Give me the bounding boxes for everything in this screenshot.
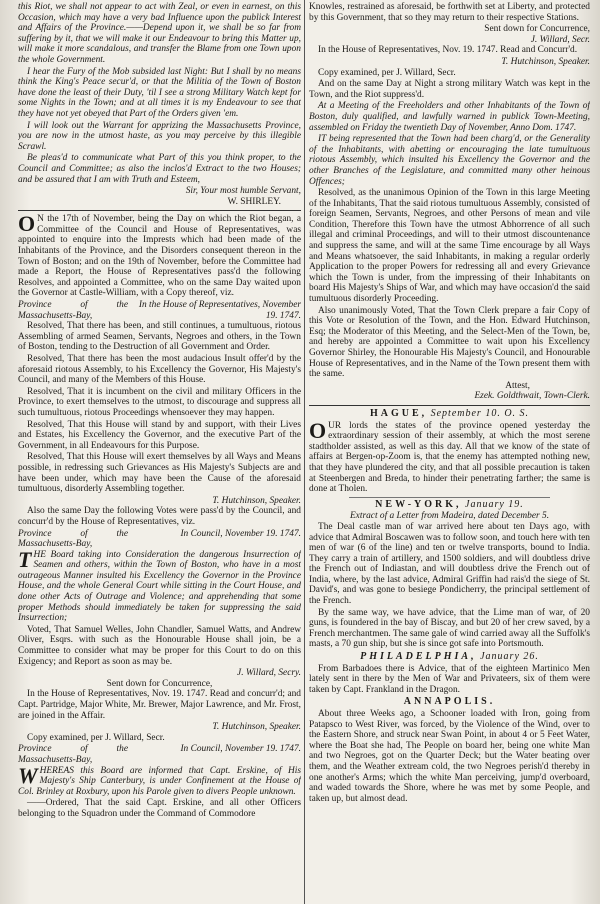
drop-cap: W [18, 762, 38, 788]
resolve: Resolved, That it is incumbent on the civil and military Officers in the Province, to exert themselves to the utmost, to discourage and suppress all such tumultuous, riotous Proceedings whensoever they may happen. [18, 386, 301, 418]
city-name: PHILADELPHIA, [360, 651, 477, 663]
dateline-date: January 26. [480, 651, 539, 663]
paragraph: IT being represented that the Town had been charg'd, or the Generality of the Inhabitants, with abetting or encouraging the late tumultuous riotous Assembly, which insulted his Excellency the Governor and the other Branches of the Legislature, and committed many other heinous Offences; [309, 134, 590, 187]
divider [349, 497, 550, 498]
paragraph: Voted, That Samuel Welles, John Chandler, Samuel Watts, and Andrew Oliver, Esqrs. with such as the Honourable House shall join, be a Committee to consider what may be proper for this Court to do on this Exigency; and Report as soon as may be. [18, 624, 301, 667]
paragraph: About three Weeks ago, a Schooner loaded with Iron, going from Patapsco to West River, was forced, by the Violence of the Wind, over to the Eastern Shore, and struck near Swan Point, in about 4 or 5 Feet Water, where the Boat she had, The People on board her, being one white Man and two Negroes, got on the Quarter Deck; but the Water beating over them, and the Weather extream cold, the two Negroes perish'd thereby in one another's Arms; which the white Man perceiving, jump'd overboard, and waded towards the Shore, where he was met by some People, and taken up, but almost dead. [309, 709, 590, 804]
drop-cap: O [309, 417, 327, 443]
paragraph: I hear the Fury of the Mob subsided last Night: But I shall by no means think the King's Peace secur'd, or that the Militia of the Town of Boston have done the least of their Duty, 'til I see a strong Military Watch kept for some Nights in the Town; and at all times it is my Endeavour to see that they have not yet obeyed that Part of the Orders given 'em. [18, 66, 301, 119]
council-label: In Council, November 19. 1747. [180, 744, 301, 755]
city-name: HAGUE, [369, 407, 428, 419]
province-label: Province of the Massachusetts-Bay, [18, 528, 128, 550]
signature-hutchinson: T. Hutchinson, Speaker. [212, 722, 301, 733]
paragraph: From Barbadoes there is Advice, that of the eighteen Martinico Men lately sent in there by the Men of War and Privateers, six of them were taken by Capt. Frankland in the Dragon. [309, 663, 590, 695]
province-label: Province of the Massachusetts-Bay, [18, 744, 128, 765]
province-label: Province of the Massachusetts-Bay, [18, 300, 128, 321]
council-label: In Council, November 19. 1747. [180, 528, 301, 539]
paragraph [309, 417, 590, 495]
signature-willard: J. Willard, Secry. [237, 668, 301, 679]
paragraph: Resolved, as the unanimous Opinion of the Town in this large Meeting of the Inhabitants, That the said riotous tumultuous Assembly, consisted of foreign Seamen, Servants, Negroes, and other Persons of mean and vile Condition, Therefore this Town have the utmost Abhorrence of all such illegal and criminal Proceedings, and will to their utmost discountenance and suppress the same, and will at the same Time encourage by all Ways and Means whatsoever, the said Inhabitants, in making a regular orderly Application to the proper Powers for redressing all and every Grievance which the Town is under, from the impressing of their Inhabitants on board His Majesty's Ships of War, and which may have occasion'd the said tumultuous disorderly Proceeding. [309, 188, 590, 305]
paragraph-text: UR lords the states of the province opened yesterday the extraordinary session of their assembly, at which the most serene stadtholder assisted, as well as this day. All that we know of the state of affairs at Bergen-op-Zoom is, that the enemy has attempted nothing new, that they have plundered the city, and that all possible precaution is taken at Steenbergen and Breda, to hinder their penetrating farther; the same is done at Tholen. [309, 420, 590, 495]
paragraph [18, 762, 301, 798]
divider [18, 210, 301, 211]
divider [309, 405, 590, 406]
house-label: In the House of Representatives, November 19. 1747. [138, 300, 301, 321]
resolve: Resolved, That this House will exert themselves by all Ways and Means possible, in redressing such Grievances as His Majesty's Subjects are and have been under, which may have been the Cause of the aforesaid tumultuous, disorderly Assembling together. [18, 452, 301, 495]
dateline-date: January 19. [465, 498, 524, 510]
paragraph-text: HEREAS this Board are informed that Capt. Erskine, of His Majesty's Ship Canterbury, is under Confinement at the House of Col. Brinley at Roxbury, upon his Parole given to divers People unknown. [18, 765, 301, 797]
paragraph: And on the same Day at Night a strong military Watch was kept in the Town, and the Riot suppress'd. [309, 79, 590, 100]
paragraph: Copy examined, per J. Willard, Secr. [318, 67, 456, 78]
sent-down-line: Sent down for Concurrence, [484, 24, 590, 35]
resolve: Resolved, That there has been, and still continues, a tumultuous, riotous Assembling of armed Seamen, Servants, Negroes and others, in the Town of Boston, tending to the Destruction of all Government and Order. [18, 321, 301, 353]
paragraph: ——Ordered, That the said Capt. Erskine, and all other Officers belonging to the Squadron under the Command of Commodore [18, 798, 301, 819]
dateline-annapolis [309, 697, 590, 708]
paragraph: The Deal castle man of war arrived here about ten Days ago, with advice that Admiral Boscawen was to follow soon, and touch here with ten men of war (6 of the line) and ten or twelve transports, bound to India. They carry a train of artillery, and 1500 soldiers, and will doubtless drive the French out of Indiastan, and will doubtless drive the French out of India, where, by the last advice, Admiral Griffin had rais'd the siege of St. David's, and was gone to besiege Pondicherry, the principal settlement of the French. [309, 521, 590, 607]
dateline-hague [309, 409, 590, 420]
extract-heading: Extract of a Letter from Madeira, dated December 5. [349, 511, 550, 522]
dateline-newyork [309, 500, 590, 511]
closing-line: Sir, Your most humble Servant, [185, 186, 301, 197]
dateline-philadelphia [309, 652, 590, 663]
sent-down-line: Sent down for Concurrence, [106, 678, 213, 689]
resolve: Resolved, That there has been the most audacious Insult offer'd by the aforesaid riotous Assembly, to his Excellency the Governor, His Majesty's Council, and many of the Members of this House. [18, 354, 301, 386]
paragraph-text: HE Board taking into Consideration the dangerous Insurrection of Seamen and others, within the Town of Boston, who have in a most outrageous Manner insulted his Excellency the Governor in the Province House, and the whole General Court while sitting in the Court House, and done other Acts of Outrage and Violence; and apprehending that some proper Methods should immediately be taken for suppressing the said Insurrection; [18, 549, 301, 624]
signature-hutchinson: T. Hutchinson, Speaker. [212, 495, 301, 506]
paragraph: Copy examined, per J. Willard, Secr. [27, 732, 165, 743]
paragraph: I will look out the Warrant for apprizing the Massachusetts Province, you are now in the utmost haste, as you may perceive by this illegible Scrawl. [18, 120, 301, 152]
drop-cap: O [18, 211, 36, 237]
paragraph [18, 211, 301, 299]
paragraph: Knowles, restrained as aforesaid, be forthwith set at Liberty, and protected by this Government, that so they may return to their respective Stations. [309, 2, 590, 23]
resolve: Resolved, That this House will stand by and support, with their Lives and Estates, his Excellency the Governor, and the executive Part of the Government, in all Endeavours for this Purpose. [18, 419, 301, 451]
city-name: NEW-YORK, [375, 498, 462, 510]
column-rule [304, 0, 305, 904]
paragraph: Also the same Day the following Votes were pass'd by the Council, and concurr'd by the House of Representatives, viz. [18, 506, 301, 527]
right-column [309, 2, 590, 902]
left-column [18, 2, 301, 902]
resolve-heading [18, 300, 301, 321]
attest-line: Attest, [505, 380, 530, 391]
paragraph [18, 546, 301, 624]
drop-cap: T [18, 546, 32, 572]
dateline-date: September 10. O. S. [430, 407, 530, 419]
signature-willard: J. Willard, Secr. [530, 34, 590, 45]
council-heading [18, 744, 301, 765]
signature-hutchinson: T. Hutchinson, Speaker. [501, 56, 590, 67]
paragraph: In the House of Representatives, Nov. 19. 1747. Read and Concurr'd. [318, 45, 578, 56]
paragraph: In the House of Representatives, Nov. 19. 1747. Read and concurr'd; and Capt. Partridge, Major White, Mr. Brewer, Major Lawrence, and Mr. Frost, are joined in the Affair. [18, 689, 301, 721]
paragraph: Be pleas'd to communicate what Part of this you think proper, to the Council and Committee; as also the inclos'd Extract to the two Houses; and be assured that I am with Truth and Esteem, [18, 153, 301, 185]
signature-goldthwait: Ezek. Goldthwait, Town-Clerk. [474, 391, 590, 402]
paragraph: Also unanimously Voted, That the Town Clerk prepare a fair Copy of this Vote or Resolution of the Town, and the Hon. Edward Hutchinson, Esq; the Moderator of this Meeting, and the Select-Men of the Town, be, and hereby are appointed a Committee to wait upon his Excellency Governor Shirley, the Honourable His Majesty's Council, and Honourable House of Representatives, and in the Name of the Town present them with the same. [309, 305, 590, 380]
paragraph-text: N the 17th of November, being the Day on which the Riot began, a Committee of the Council and House of Representatives, was appointed to enquire into the Imprests which had been made of the Inhabitants of the Province, and the Disorders consequent thereon in the Town of Boston; and on the 19th of November, before the Committee had made a Report, the House of Representatives pass'd the following Resolves, and appointed a Committee, who on the same Day waited upon the Governor at Castle-William, with a Copy thereof, viz. [18, 214, 301, 299]
paragraph: At a Meeting of the Freeholders and other Inhabitants of the Town of Boston, duly qualified, and lawfully warned in publick Town-Meeting, assembled on Friday the twentieth Day of November, Anno Dom. 1747. [309, 101, 590, 133]
council-heading [18, 529, 301, 550]
signature-shirley: W. SHIRLEY. [227, 196, 281, 207]
paragraph: this Riot, we shall not appear to act with Zeal, or even in earnest, on this Occasion, which may have a very bad Influence upon the publick Interest and Affairs of the Province.——Depend upon it, we shall be so far from suffering by it, that we will make it our Endeavour to bring this Matter up, will make it more scandalous, and transfer the Blame from one Town upon the whole Government. [18, 2, 301, 65]
city-name: ANNAPOLIS. [403, 696, 496, 708]
paragraph: By the same way, we have advice, that the Lime man of war, of 20 guns, is foundered in the bay of Biscay, and but 20 of her crew saved, by a French merchantmen. The same gale of wind carried away all the Suffolk's masts, a 70 gun ship, but she is since got safe into Portsmouth. [309, 607, 590, 650]
